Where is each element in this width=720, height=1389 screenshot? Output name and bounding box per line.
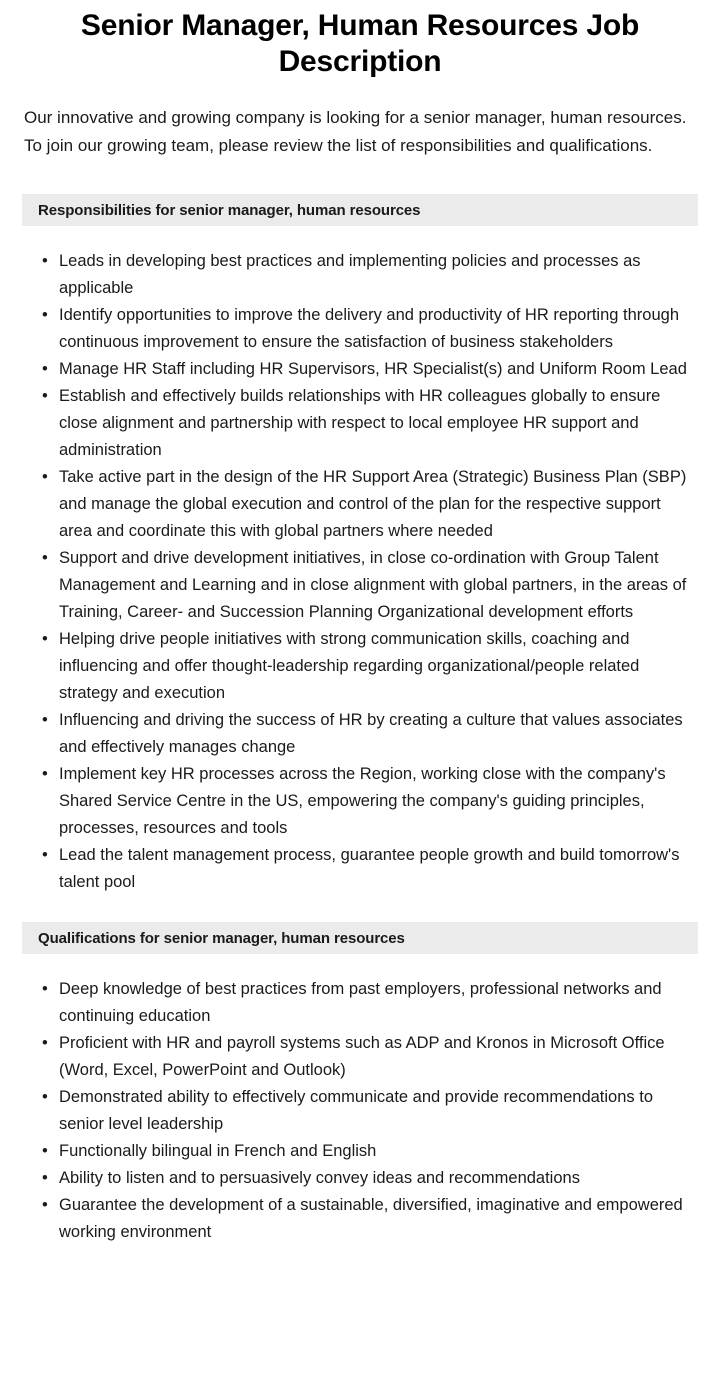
page-bottom-spacer xyxy=(0,1246,720,1290)
qualifications-list xyxy=(0,954,720,1246)
responsibilities-heading-text: Responsibilities for senior manager, human resources xyxy=(38,201,421,219)
list-item: • Manage HR Staff including HR Supervisors, HR Specialist(s) and Uniform Room Lead xyxy=(24,356,696,383)
list-item: • Implement key HR processes across the Region, working close with the company's Shared Service Centre in the US, empowering the company's guiding principles, processes, resources and tools xyxy=(24,761,696,842)
list-item: • Guarantee the development of a sustainable, diversified, imaginative and empowered working environment xyxy=(24,1192,696,1246)
list-item: • Demonstrated ability to effectively communicate and provide recommendations to senior level leadership xyxy=(24,1084,696,1138)
list-item: • Proficient with HR and payroll systems such as ADP and Kronos in Microsoft Office (Word, Excel, PowerPoint and Outlook) xyxy=(24,1030,696,1084)
qualifications-section xyxy=(0,922,720,1246)
list-item: • Take active part in the design of the HR Support Area (Strategic) Business Plan (SBP) and manage the global execution and control of the plan for the respective support area and coordinate this with global partners where needed xyxy=(24,464,696,545)
list-item: • Helping drive people initiatives with strong communication skills, coaching and influencing and offer thought-leadership regarding organizational/people related strategy and execution xyxy=(24,626,696,707)
page-title: Senior Manager, Human Resources Job Description xyxy=(80,9,640,78)
list-item: • Deep knowledge of best practices from past employers, professional networks and continuing education xyxy=(24,976,696,1030)
responsibilities-header xyxy=(22,194,698,226)
responsibilities-section xyxy=(0,194,720,896)
list-item: • Lead the talent management process, guarantee people growth and build tomorrow's talent pool xyxy=(24,842,696,896)
intro-paragraph: Our innovative and growing company is looking for a senior manager, human resources. To join our growing team, please review the list of responsibilities and qualifications. xyxy=(24,108,687,155)
list-item: • Leads in developing best practices and implementing policies and processes as applicable xyxy=(24,248,696,302)
list-item: • Identify opportunities to improve the delivery and productivity of HR reporting through continuous improvement to ensure the satisfaction of business stakeholders xyxy=(24,302,696,356)
qualifications-heading-text: Qualifications for senior manager, human resources xyxy=(38,929,405,947)
list-item: • Ability to listen and to persuasively convey ideas and recommendations xyxy=(24,1165,696,1192)
list-item: • Support and drive development initiatives, in close co-ordination with Group Talent Management and Learning and in close alignment with global partners, in the areas of Training, Career- and Succession Planning Organizational development efforts xyxy=(24,545,696,626)
list-item: • Influencing and driving the success of HR by creating a culture that values associates and effectively manages change xyxy=(24,707,696,761)
list-item: • Functionally bilingual in French and English xyxy=(24,1138,696,1165)
responsibilities-list xyxy=(0,226,720,896)
qualifications-header xyxy=(22,922,698,954)
list-item: • Establish and effectively builds relationships with HR colleagues globally to ensure close alignment and partnership with respect to local employee HR support and administration xyxy=(24,383,696,464)
